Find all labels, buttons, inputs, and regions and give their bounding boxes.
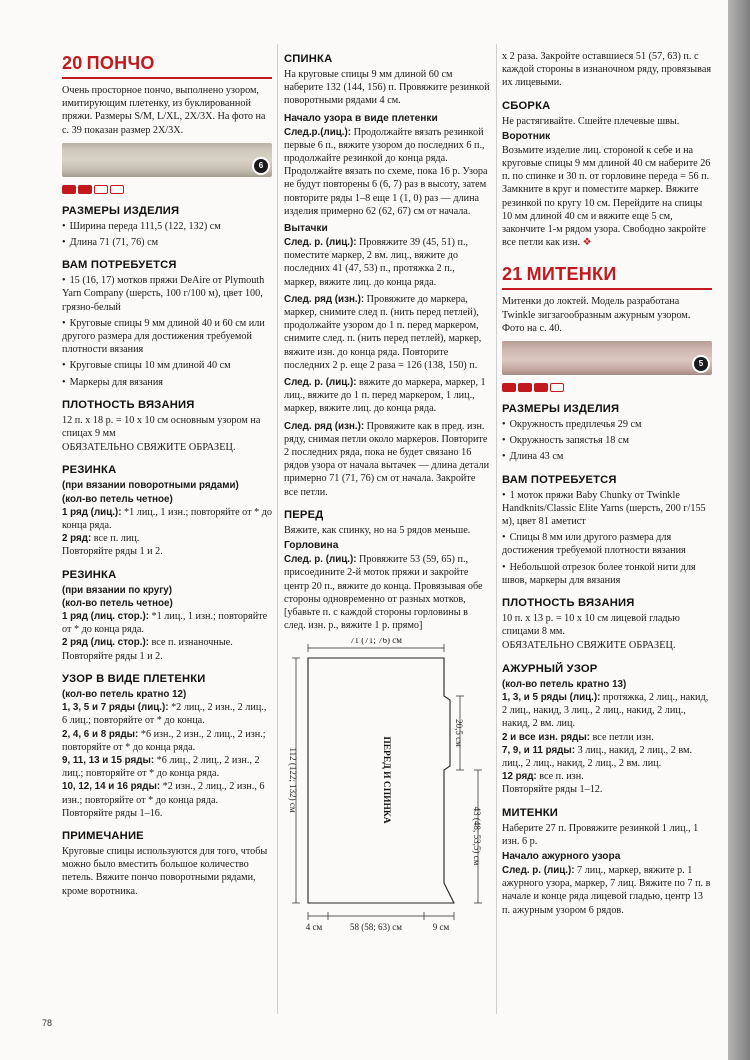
project-title-mitts (502, 263, 712, 290)
section-heading: ПРИМЕЧАНИЕ (62, 829, 144, 842)
row-text: *6 изн., 2 изн., 2 лиц., 2 изн.; повторяйте от * до конца ряда. (62, 728, 266, 753)
list-item: • 1 моток пряжи Baby Chunky от Twinkle Handknits/Classic Elite Yarns (шерсть, 200 г/155 м), цвет 81 аметист (502, 489, 712, 529)
difficulty-pip (518, 383, 532, 392)
repeat-text: Повторяйте ряды 1–12. (502, 784, 603, 796)
repeat-text: Повторяйте ряды 1 и 2. (62, 650, 163, 662)
list-item: • Небольшой отрезок более тонкой нити для швов, маркеры для вязания (502, 561, 712, 587)
section-heading: РАЗМЕРЫ ИЗДЕЛИЯ (502, 403, 620, 416)
row-label: 10, 12, 14 и 16 ряды: (62, 781, 161, 793)
row-label: 2, 4, 6 и 8 ряды: (62, 728, 139, 740)
gauge-warning: ОБЯЗАТЕЛЬНО СВЯЖИТЕ ОБРАЗЕЦ. (62, 442, 236, 454)
yarn-photo (62, 143, 272, 177)
project-title-poncho (62, 52, 272, 79)
row-text: все петли изн. (590, 731, 654, 743)
assembly-text: Не растягивайте. Сшейте плечевые швы. (502, 115, 680, 127)
subheading: (кол-во петель четное) (62, 493, 173, 505)
row-text: *6 лиц., 2 лиц., 2 изн., 2 лиц.; повторяйте от * до конца ряда. (62, 754, 260, 780)
list-item: • Круговые спицы 10 мм длиной 40 см (62, 359, 272, 372)
row-label: 1 ряд (лиц.): (62, 506, 122, 518)
difficulty-pip (94, 185, 108, 194)
row-text: Провяжите как в пред. изн. ряду, снимая петли около маркеров. Повторите 2 последних ряда, пока не будет связано 16 рядов узора от начала вытачек — длина детали примерно 71 (71, 76) см от начала. Закройте все петли. (284, 420, 490, 498)
difficulty-pip (550, 383, 564, 392)
row-text: *2 изн., 2 лиц., 2 изн., 6 изн.; повторяйте от * до конца ряда. (62, 781, 265, 806)
difficulty-pip (110, 185, 124, 194)
section-heading: ПЕРЕД (284, 508, 324, 521)
row-label: След.р.(лиц.): (284, 126, 352, 138)
column-2 (284, 44, 490, 938)
list-item: • Окружность запястья 18 см (502, 434, 712, 447)
column-divider (277, 44, 278, 1014)
subheading: (кол-во петель кратно 12) (62, 688, 187, 700)
skein-count-badge: 5 (694, 357, 708, 371)
subheading: (кол-во петель кратно 13) (502, 678, 627, 690)
list-item: • 15 (16, 17) мотков пряжи DeAire от Plymouth Yarn Company (шерсть, 100 г/100 м), цвет 100, грязно-белый (62, 274, 272, 314)
dimension-label-top: 71 (71; 76) см (350, 638, 402, 646)
section-heading: РАЗМЕРЫ ИЗДЕЛИЯ (62, 204, 180, 217)
yarn-photo (502, 341, 712, 375)
subheading: Начало узора в виде плетенки (284, 112, 438, 124)
subheading: (кол-во петель четное) (62, 597, 173, 609)
gauge-warning: ОБЯЗАТЕЛЬНО СВЯЖИТЕ ОБРАЗЕЦ. (502, 640, 676, 652)
row-label: 2 и все изн. ряды: (502, 731, 590, 743)
column-divider (496, 44, 497, 1014)
list-item: • Окружность предплечья 29 см (502, 418, 712, 431)
dimension-label-neck: 20,5 см (454, 719, 464, 748)
row-label: След. р. (лиц.): (284, 554, 357, 566)
project-name: ПОНЧО (86, 53, 155, 73)
skein-count-badge: 6 (254, 159, 268, 173)
dimension-label-left: 112 (122; 132) см (288, 747, 298, 813)
row-label: 2 ряд (лиц. стор.): (62, 637, 149, 649)
project-name: МИТЕНКИ (526, 264, 617, 285)
continued-text: х 2 раза. Закройте оставшиеся 51 (57, 63) п. с каждой стороны в изнаночном ряду, провязывая их лицевыми. (502, 51, 712, 89)
row-text: все п. изн. (536, 771, 584, 783)
row-label: 1 ряд (лиц. стор.): (62, 611, 149, 623)
row-text: Провяжите 39 (45, 51) п., поместите маркер, 2 вм. лиц., вяжите до последних 41 (47, 53) п., протяжка 2 п., маркер, вяжите лиц. до конца ряда. (284, 237, 469, 288)
row-text: вяжите до маркера, маркер, 1 лиц., вяжите до 1 п. перед маркером, 1 лиц., маркер, вяжите лиц. до конца ряда. (284, 377, 486, 415)
end-of-pattern-icon: ❖ (582, 237, 592, 249)
row-text: Провяжите до маркера, маркер, снимите след п. (нить перед петлей), продолжайте узором до 1 п. перед маркером, снимите след. п. (нить перед петлей), маркер, вяжите изн. до конца ряда. Повторите последних 2 р. еще 2 раза = 126 (138, 150) п. (284, 293, 482, 371)
project-number: 21 (502, 264, 523, 285)
row-label: След. р. (лиц.): (284, 237, 357, 249)
collar-text: Возьмите изделие лиц. стороной к себе и на круговые спицы 9 мм длиной 40 см наберите 26 п. по спинке и 30 п. от горловине переда = 56 п. Замкните в круг и поместите маркер. Вяжите резинкой по кругу 10 см. Перейдите на спицы 10 мм длиной 40 см и вяжите еще 5 см, закончите 1-м рядом узора. Свободно закройте все петли как изн. (502, 144, 711, 249)
difficulty-meter (502, 383, 712, 392)
row-label: След. ряд (изн.): (284, 293, 365, 305)
section-heading: СБОРКА (502, 99, 551, 112)
subheading: Воротник (502, 130, 551, 142)
row-label: След. ряд (изн.): (284, 420, 365, 432)
list-item: • Спицы 8 мм или другого размера для достижения требуемой плотности вязания (502, 531, 712, 557)
repeat-text: Повторяйте ряды 1 и 2. (62, 546, 163, 558)
section-heading: УЗОР В ВИДЕ ПЛЕТЕНКИ (62, 672, 206, 685)
section-heading: ПЛОТНОСТЬ ВЯЗАНИЯ (62, 398, 195, 411)
list-item: • Круговые спицы 9 мм длиной 40 и 60 см или другого размера для достижения требуемой плотности вязания (62, 317, 272, 357)
repeat-text: Повторяйте ряды 1–16. (62, 807, 163, 819)
list-item: • Длина 43 см (502, 450, 712, 463)
list-item: • Ширина переда 111,5 (122, 132) см (62, 220, 272, 233)
difficulty-meter (62, 185, 272, 194)
section-heading: ПЛОТНОСТЬ ВЯЗАНИЯ (502, 597, 635, 610)
dimension-label-right: 43 (48; 53,5) см (472, 806, 482, 866)
column-3 (502, 44, 712, 921)
row-text: протяжка, 2 лиц., накид, 2 лиц., накид, 3 лиц., 2 лиц., накид, 2 лиц., накид, 2 вм. лиц. (502, 691, 709, 730)
subheading: Горловина (284, 540, 339, 552)
difficulty-pip (78, 185, 92, 194)
dimension-label-bottom-center: 58 (58; 63) см (350, 922, 402, 933)
back-text: На круговые спицы 9 мм длиной 60 см наберите 132 (144, 156) п. Провяжите резинкой поворотными рядами 4 см. (284, 69, 490, 107)
subheading: Начало ажурного узора (502, 850, 621, 862)
intro-text: Очень просторное пончо, выполнено узором, имитирующим плетенку, из буклированной пряжи. Размеры S/M, L/XL, 2X/3X. На фото на с. 39 показан размер 2X/3X. (62, 85, 266, 136)
row-label: 1, 3, 5 и 7 ряды (лиц.): (62, 702, 169, 714)
row-label: 7, 9, и 11 ряды: (502, 744, 576, 756)
row-text: все п. лиц. (91, 533, 140, 545)
note-text: Круговые спицы используются для того, чтобы можно было вместить большое количество петель. Вяжите пончо поворотными рядами, кроме воротника. (62, 845, 268, 897)
garment-outline (308, 658, 454, 903)
row-text: *1 лиц., 1 изн.; повторяйте от * до конца ряда. (62, 506, 273, 532)
row-text: 3 лиц., накид, 2 лиц., 2 вм. лиц., 2 лиц., накид, 2 лиц., 2 вм. лиц. (502, 744, 693, 769)
row-label: След. р. (лиц.): (502, 864, 575, 876)
difficulty-pip (62, 185, 76, 194)
schematic-diagram (284, 638, 490, 938)
section-heading: СПИНКА (284, 53, 333, 65)
row-text: *2 лиц., 2 изн., 2 лиц., 6 лиц.; повторяйте от * до конца. (62, 702, 267, 727)
row-text: все п. изнаночные. (149, 637, 233, 649)
list-item: • Маркеры для вязания (62, 376, 272, 389)
row-text: Провяжите 53 (59, 65) п., присоедините 2-й моток пряжи и закройте центр 20 п., вяжите до конца. Провязывая обе стороны одновременно от разных мотков, [убавьте п. с каждой стороны горловины в след. изн. р., вяжите 1 р. прямо] (284, 554, 483, 632)
row-text: Продолжайте вязать резинкой первые 6 п., вяжите узором до последних 6 п., продолжайте резинкой до конца ряда. Продолжайте вязать по схеме, пока 16 р. Узора не будут повторены 6 (6, 7) раз в высоту, затем повторите ряды 1–8 еще 1 (1, 0) раз — длина изделия примерно 62 (62, 67) см от начала. (284, 126, 488, 217)
page-edge (728, 0, 750, 1060)
difficulty-pip (502, 383, 516, 392)
front-text: Вяжите, как спинку, но на 5 рядов меньше. (284, 524, 471, 536)
row-text: 7 лиц., маркер, вяжите р. 1 ажурного узора, маркер, 7 лиц. Вяжите по 7 п. в начале и конце ряда лицевой гладью, центр 13 п. ажурным узором 6 рядов. (502, 864, 711, 916)
row-label: След. р. (лиц.): (284, 377, 357, 389)
dimension-label-bottom-right: 9 см (432, 922, 450, 933)
dimension-label-bottom-left: 4 см (305, 922, 323, 933)
gauge-text: 10 п. х 13 р. = 10 х 10 см лицевой гладью спицами 8 мм. (502, 613, 680, 638)
section-heading: МИТЕНКИ (502, 806, 559, 819)
row-label: 2 ряд: (62, 533, 92, 545)
section-heading: ВАМ ПОТРЕБУЕТСЯ (502, 473, 617, 486)
row-label: 12 ряд: (502, 771, 537, 783)
list-item: • Длина 71 (71, 76) см (62, 236, 272, 249)
piece-label: ПЕРЕД И СПИНКА (381, 736, 391, 824)
section-heading: АЖУРНЫЙ УЗОР (502, 662, 598, 675)
intro-text: Митенки до локтей. Модель разработана Twinkle зигзагообразным ажурным узором. Фото на с. 40. (502, 296, 691, 334)
mitts-text: Наберите 27 п. Провяжите резинкой 1 лиц., 1 изн. 6 р. (502, 822, 699, 847)
schematic-svg (284, 638, 490, 938)
subheading: (при вязании по кругу) (62, 584, 173, 596)
difficulty-pip (534, 383, 548, 392)
column-1 (62, 44, 272, 902)
page-number: 78 (42, 1018, 53, 1028)
section-heading: РЕЗИНКА (62, 464, 117, 477)
row-label: 1, 3, и 5 ряды (лиц.): (502, 691, 601, 703)
subheading: Вытачки (284, 223, 328, 235)
subheading: (при вязании поворотными рядами) (62, 480, 239, 492)
section-heading: РЕЗИНКА (62, 568, 117, 581)
section-heading: ВАМ ПОТРЕБУЕТСЯ (62, 259, 177, 272)
gauge-text: 12 п. х 18 р. = 10 х 10 см основным узором на спицах 9 мм (62, 414, 261, 440)
row-text: *1 лиц., 1 изн.; повторяйте от * до конца ряда. (62, 611, 268, 636)
project-number: 20 (62, 53, 83, 73)
row-label: 9, 11, 13 и 15 ряды: (62, 754, 155, 766)
